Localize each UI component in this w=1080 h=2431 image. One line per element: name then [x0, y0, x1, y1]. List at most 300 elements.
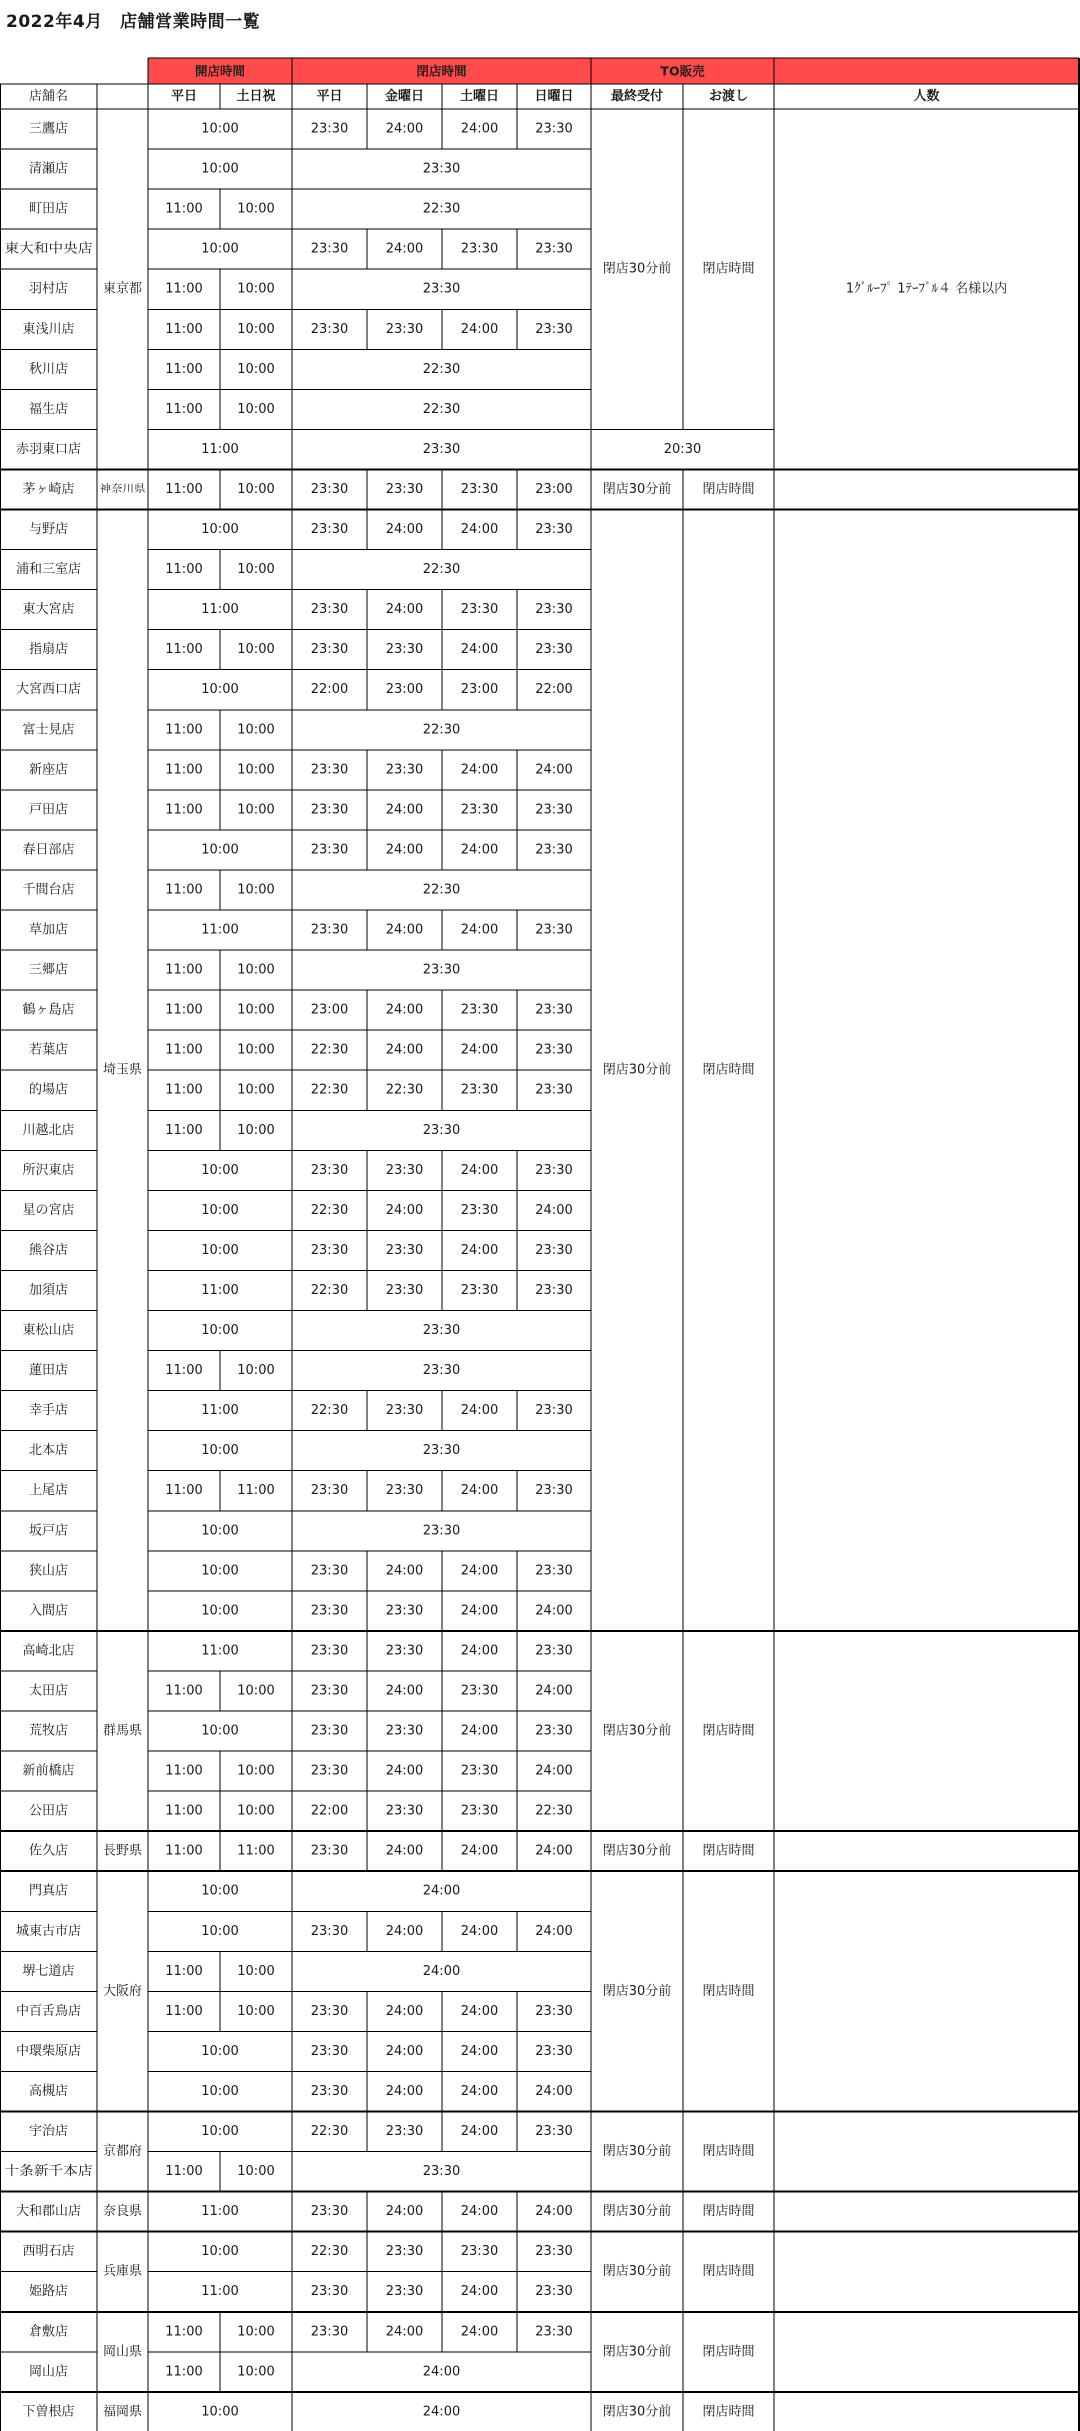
store-name: 入間店 — [28, 1603, 69, 1619]
close-time-friday: 24:00 — [385, 1763, 424, 1779]
store-name: 新座店 — [28, 762, 69, 778]
store-name: 草加店 — [28, 922, 69, 938]
open-time-weekend: 10:00 — [237, 802, 275, 818]
open-time: 10:00 — [201, 1923, 239, 1939]
close-time-sunday: 23:30 — [535, 1162, 573, 1178]
close-time-sunday: 23:30 — [535, 802, 573, 818]
store-name: 三郷店 — [28, 962, 69, 978]
to-last-order: 閉店30分前 — [602, 2264, 672, 2280]
close-time-friday: 23:30 — [385, 481, 424, 497]
close-time-sunday: 23:30 — [535, 2284, 573, 2300]
open-time-weekday: 11:00 — [165, 1002, 203, 1018]
open-time: 10:00 — [201, 1202, 239, 1218]
open-time-weekday: 11:00 — [165, 1843, 203, 1859]
close-time-sunday: 23:30 — [535, 1643, 573, 1659]
to-handover: 閉店時間 — [702, 1983, 755, 1999]
close-time-weekday: 23:30 — [310, 1843, 349, 1859]
store-name: 宇治店 — [28, 2124, 69, 2140]
store-name: 十条新千本店 — [4, 2164, 83, 2180]
open-time-weekend: 10:00 — [237, 281, 275, 297]
store-name: 姫路店 — [28, 2284, 69, 2300]
close-time-friday: 23:30 — [385, 1643, 424, 1659]
close-time-weekday: 23:30 — [310, 481, 349, 497]
open-time: 11:00 — [201, 602, 239, 618]
close-time-saturday: 24:00 — [460, 522, 499, 538]
close-time-sunday: 24:00 — [535, 2204, 573, 2220]
open-time-weekend: 10:00 — [237, 722, 275, 738]
header-group-cell — [774, 58, 1079, 84]
open-time: 10:00 — [201, 1323, 239, 1339]
close-time-weekday: 23:30 — [310, 1242, 349, 1258]
open-time-weekend: 10:00 — [237, 1803, 275, 1819]
header-sub-label: 土曜日 — [459, 89, 500, 104]
to-last-order: 閉店30分前 — [602, 2144, 672, 2160]
open-time-weekday: 11:00 — [165, 2164, 203, 2180]
close-time-weekday: 23:30 — [310, 642, 349, 658]
to-last-order: 閉店30分前 — [602, 2344, 672, 2360]
prefecture-label: 群馬県 — [102, 1723, 143, 1739]
close-time-friday: 23:30 — [385, 1803, 424, 1819]
close-time-weekday: 23:30 — [310, 2284, 349, 2300]
close-time-friday: 24:00 — [385, 2003, 424, 2019]
close-time: 24:00 — [422, 1963, 461, 1979]
close-time-sunday: 22:00 — [535, 682, 573, 698]
close-time: 23:30 — [422, 281, 461, 297]
close-time-sunday: 23:30 — [535, 2124, 573, 2140]
close-time-saturday: 24:00 — [460, 2003, 499, 2019]
close-time-friday: 24:00 — [385, 1042, 424, 1058]
open-time-weekday: 11:00 — [165, 722, 203, 738]
close-time: 23:30 — [422, 1443, 461, 1459]
store-name: 春日部店 — [22, 842, 75, 858]
close-time-friday: 24:00 — [385, 2204, 424, 2220]
close-time-sunday: 24:00 — [535, 1683, 573, 1699]
close-time-weekday: 23:30 — [310, 1162, 349, 1178]
close-time: 24:00 — [422, 2404, 461, 2420]
open-time-weekend: 10:00 — [237, 2364, 275, 2380]
close-time-saturday: 24:00 — [460, 1723, 499, 1739]
close-time-saturday: 24:00 — [460, 1603, 499, 1619]
open-time-weekend: 10:00 — [237, 1763, 275, 1779]
prefecture-label: 大阪府 — [102, 1983, 143, 1999]
close-time-weekday: 22:30 — [310, 1082, 349, 1098]
store-name: 太田店 — [28, 1683, 69, 1699]
to-time: 20:30 — [663, 441, 702, 457]
open-time: 10:00 — [201, 1563, 239, 1579]
open-time-weekend: 10:00 — [237, 1363, 275, 1379]
close-time: 23:30 — [422, 441, 461, 457]
close-time-sunday: 23:30 — [535, 2003, 573, 2019]
open-time-weekend: 10:00 — [237, 1042, 275, 1058]
to-last-order: 閉店30分前 — [602, 1843, 672, 1859]
store-name: 町田店 — [28, 201, 69, 217]
close-time-sunday: 23:30 — [535, 642, 573, 658]
close-time-weekday: 23:30 — [310, 1643, 349, 1659]
close-time-weekday: 23:30 — [310, 1763, 349, 1779]
store-name: 指扇店 — [28, 642, 69, 658]
close-time-weekday: 22:30 — [310, 1282, 349, 1298]
to-handover: 閉店時間 — [702, 2264, 755, 2280]
open-time-weekend: 10:00 — [237, 2324, 275, 2340]
close-time-saturday: 24:00 — [460, 922, 499, 938]
store-name: 東浅川店 — [22, 321, 75, 337]
store-name: 西明石店 — [22, 2244, 75, 2260]
close-time-friday: 24:00 — [385, 842, 424, 858]
close-time-saturday: 23:30 — [460, 1202, 499, 1218]
close-time-saturday: 24:00 — [460, 1643, 499, 1659]
close-time-weekday: 23:00 — [310, 1002, 349, 1018]
to-handover: 閉店時間 — [702, 1723, 755, 1739]
close-time-friday: 23:30 — [385, 2244, 424, 2260]
header-group-label: TO販売 — [660, 63, 705, 79]
close-time-friday: 23:00 — [385, 682, 424, 698]
close-time: 22:30 — [422, 722, 461, 738]
close-time-saturday: 23:00 — [460, 682, 499, 698]
close-time-friday: 24:00 — [385, 1563, 424, 1579]
close-time-saturday: 24:00 — [460, 2043, 499, 2059]
close-time: 22:30 — [422, 562, 461, 578]
open-time-weekday: 11:00 — [165, 321, 203, 337]
close-time-friday: 24:00 — [385, 602, 424, 618]
close-time-saturday: 24:00 — [460, 1242, 499, 1258]
close-time-saturday: 24:00 — [460, 2124, 499, 2140]
open-time-weekday: 11:00 — [165, 1763, 203, 1779]
prefecture-label: 福岡県 — [102, 2404, 143, 2420]
close-time-saturday: 24:00 — [460, 2204, 499, 2220]
close-time: 23:30 — [422, 1323, 461, 1339]
prefecture-label: 奈良県 — [102, 2204, 143, 2220]
close-time-friday: 24:00 — [385, 802, 424, 818]
store-name: 新前橋店 — [22, 1763, 75, 1779]
open-time-weekend: 10:00 — [237, 882, 275, 898]
open-time: 10:00 — [201, 2404, 239, 2420]
close-time-saturday: 23:30 — [460, 481, 499, 497]
open-time-weekday: 11:00 — [165, 562, 203, 578]
to-handover: 閉店時間 — [702, 2204, 755, 2220]
close-time-sunday: 23:30 — [535, 2043, 573, 2059]
to-handover: 閉店時間 — [702, 1843, 755, 1859]
close-time-saturday: 24:00 — [460, 642, 499, 658]
close-time: 24:00 — [422, 2364, 461, 2380]
open-time-weekday: 11:00 — [165, 1683, 203, 1699]
close-time-saturday: 24:00 — [460, 1923, 499, 1939]
open-time: 10:00 — [201, 842, 239, 858]
store-name: 城東古市店 — [15, 1923, 82, 1939]
close-time-sunday: 22:30 — [535, 1803, 573, 1819]
close-time: 22:30 — [422, 401, 461, 417]
store-name: 赤羽東口店 — [15, 441, 82, 457]
prefecture-label: 神奈川県 — [99, 483, 140, 495]
close-time-sunday: 24:00 — [535, 2083, 573, 2099]
store-name: 茅ヶ崎店 — [22, 481, 75, 497]
close-time: 23:30 — [422, 161, 461, 177]
close-time-sunday: 23:30 — [535, 2244, 573, 2260]
close-time: 23:30 — [422, 2164, 461, 2180]
store-name: 川越北店 — [22, 1122, 75, 1138]
page-title: 2022年4月 店舗営業時間一覧 — [6, 12, 261, 32]
close-time-saturday: 24:00 — [460, 2083, 499, 2099]
close-time-sunday: 23:30 — [535, 522, 573, 538]
close-time: 22:30 — [422, 882, 461, 898]
open-time-weekday: 11:00 — [165, 201, 203, 217]
open-time-weekend: 10:00 — [237, 321, 275, 337]
store-name: 中百舌鳥店 — [15, 2003, 82, 2019]
close-time-friday: 24:00 — [385, 2324, 424, 2340]
open-time-weekend: 10:00 — [237, 481, 275, 497]
open-time: 10:00 — [201, 1723, 239, 1739]
store-name: 所沢東店 — [22, 1162, 75, 1178]
to-last-order: 閉店30分前 — [602, 1983, 672, 1999]
close-time-friday: 24:00 — [385, 1843, 424, 1859]
close-time: 22:30 — [422, 201, 461, 217]
open-time-weekend: 10:00 — [237, 201, 275, 217]
header-sub-label: 人数 — [913, 89, 940, 104]
close-time-saturday: 24:00 — [460, 1843, 499, 1859]
store-name: 羽村店 — [28, 281, 69, 297]
open-time: 10:00 — [201, 1883, 239, 1899]
header-sub-label: 最終受付 — [610, 89, 664, 104]
open-time: 10:00 — [201, 2124, 239, 2140]
close-time: 23:30 — [422, 1523, 461, 1539]
header-sub-label: 金曜日 — [384, 89, 425, 104]
store-name: 東大宮店 — [22, 602, 75, 618]
store-name: 佐久店 — [28, 1843, 69, 1859]
close-time-weekday: 23:30 — [310, 802, 349, 818]
close-time-friday: 23:30 — [385, 321, 424, 337]
open-time: 11:00 — [201, 441, 239, 457]
open-time-weekday: 11:00 — [165, 962, 203, 978]
store-name: 狭山店 — [28, 1563, 69, 1579]
open-time: 10:00 — [201, 2244, 239, 2260]
close-time-friday: 24:00 — [385, 2043, 424, 2059]
store-name: 戸田店 — [28, 802, 69, 818]
open-time: 11:00 — [201, 2204, 239, 2220]
open-time: 10:00 — [201, 121, 239, 137]
prefecture-label: 京都府 — [102, 2144, 143, 2160]
open-time-weekend: 10:00 — [237, 2003, 275, 2019]
store-name: 東松山店 — [22, 1323, 75, 1339]
open-time-weekend: 10:00 — [237, 361, 275, 377]
open-time-weekday: 11:00 — [165, 401, 203, 417]
to-last-order: 閉店30分前 — [602, 1062, 672, 1078]
close-time-friday: 24:00 — [385, 2083, 424, 2099]
close-time-sunday: 23:30 — [535, 1282, 573, 1298]
close-time-weekday: 23:30 — [310, 2083, 349, 2099]
store-name: 福生店 — [28, 401, 69, 417]
open-time-weekday: 11:00 — [165, 1042, 203, 1058]
to-last-order: 閉店30分前 — [602, 2404, 672, 2420]
close-time-friday: 24:00 — [385, 241, 424, 257]
open-time-weekend: 10:00 — [237, 642, 275, 658]
close-time-saturday: 24:00 — [460, 1483, 499, 1499]
store-name: 富士見店 — [22, 722, 75, 738]
store-name: 鶴ヶ島店 — [22, 1002, 75, 1018]
close-time-friday: 23:30 — [385, 762, 424, 778]
close-time-weekday: 23:30 — [310, 2003, 349, 2019]
close-time-sunday: 23:30 — [535, 1242, 573, 1258]
close-time-friday: 23:30 — [385, 642, 424, 658]
close-time-friday: 23:30 — [385, 1282, 424, 1298]
store-name: 大和郡山店 — [15, 2204, 82, 2220]
open-time-weekday: 11:00 — [165, 1122, 203, 1138]
close-time-weekday: 23:30 — [310, 842, 349, 858]
close-time-saturday: 23:30 — [460, 2244, 499, 2260]
header-group-label: 開店時間 — [194, 63, 246, 79]
open-time-weekend: 10:00 — [237, 1002, 275, 1018]
close-time-saturday: 23:30 — [460, 1002, 499, 1018]
header-group-label: 閉店時間 — [416, 63, 467, 79]
close-time-saturday: 24:00 — [460, 1042, 499, 1058]
store-name: 中環柴原店 — [15, 2043, 82, 2059]
close-time-saturday: 23:30 — [460, 1282, 499, 1298]
open-time: 10:00 — [201, 682, 239, 698]
close-time-sunday: 24:00 — [535, 1763, 573, 1779]
open-time: 10:00 — [201, 2043, 239, 2059]
open-time: 10:00 — [201, 1443, 239, 1459]
close-time-friday: 23:30 — [385, 1483, 424, 1499]
close-time-friday: 22:30 — [385, 1082, 424, 1098]
close-time-weekday: 22:30 — [310, 2244, 349, 2260]
open-time: 10:00 — [201, 161, 239, 177]
open-time-weekday: 11:00 — [165, 1082, 203, 1098]
close-time-weekday: 22:30 — [310, 1202, 349, 1218]
store-name: 三鷹店 — [28, 121, 69, 137]
to-last-order: 閉店30分前 — [602, 1723, 672, 1739]
to-handover: 閉店時間 — [702, 1062, 755, 1078]
close-time-sunday: 24:00 — [535, 1202, 573, 1218]
close-time-friday: 24:00 — [385, 1202, 424, 1218]
store-name: 大宮西口店 — [15, 682, 82, 698]
close-time-weekday: 23:30 — [310, 2324, 349, 2340]
open-time-weekday: 11:00 — [165, 2364, 203, 2380]
close-time: 23:30 — [422, 962, 461, 978]
close-time-weekday: 22:00 — [310, 682, 349, 698]
close-time-saturday: 24:00 — [460, 1162, 499, 1178]
close-time-sunday: 23:00 — [535, 481, 573, 497]
store-name: 荒牧店 — [28, 1723, 69, 1739]
close-time-friday: 23:30 — [385, 1242, 424, 1258]
to-handover: 閉店時間 — [702, 2144, 755, 2160]
open-time-weekend: 10:00 — [237, 1082, 275, 1098]
close-time-weekday: 23:30 — [310, 602, 349, 618]
close-time-saturday: 23:30 — [460, 1683, 499, 1699]
close-time-saturday: 23:30 — [460, 602, 499, 618]
close-time: 22:30 — [422, 361, 461, 377]
to-handover: 閉店時間 — [702, 2344, 755, 2360]
open-time-weekday: 11:00 — [165, 762, 203, 778]
to-handover: 閉店時間 — [702, 261, 755, 277]
close-time-saturday: 23:30 — [460, 802, 499, 818]
close-time-saturday: 24:00 — [460, 321, 499, 337]
store-name: 蓮田店 — [28, 1363, 69, 1379]
party-size-note: 1ｸﾞﾙｰﾌﾟ 1ﾃｰﾌﾞﾙ４ 名様以内 — [845, 281, 1008, 297]
store-name: 高崎北店 — [22, 1643, 75, 1659]
open-time: 10:00 — [201, 1242, 239, 1258]
close-time-friday: 23:30 — [385, 1603, 424, 1619]
close-time-friday: 23:30 — [385, 1723, 424, 1739]
header-sub-label: 店舗名 — [28, 89, 69, 104]
close-time-saturday: 24:00 — [460, 762, 499, 778]
close-time-friday: 23:30 — [385, 2284, 424, 2300]
close-time-weekday: 23:30 — [310, 121, 349, 137]
close-time-sunday: 23:30 — [535, 1563, 573, 1579]
open-time-weekday: 11:00 — [165, 1803, 203, 1819]
close-time-weekday: 22:30 — [310, 2124, 349, 2140]
open-time: 10:00 — [201, 241, 239, 257]
header-sub-label: 日曜日 — [534, 89, 574, 104]
close-time-sunday: 23:30 — [535, 922, 573, 938]
open-time-weekday: 11:00 — [165, 2003, 203, 2019]
store-name: 幸手店 — [28, 1403, 69, 1419]
to-last-order: 閉店30分前 — [602, 2204, 672, 2220]
close-time-weekday: 23:30 — [310, 2204, 349, 2220]
close-time-friday: 24:00 — [385, 1002, 424, 1018]
close-time-sunday: 23:30 — [535, 1082, 573, 1098]
store-name: 門真店 — [28, 1883, 69, 1899]
close-time-weekday: 23:30 — [310, 1923, 349, 1939]
close-time-weekday: 23:30 — [310, 2043, 349, 2059]
open-time-weekday: 11:00 — [165, 481, 203, 497]
close-time-sunday: 23:30 — [535, 1483, 573, 1499]
close-time-sunday: 23:30 — [535, 1042, 573, 1058]
store-name: 若葉店 — [28, 1042, 69, 1058]
close-time-sunday: 23:30 — [535, 1002, 573, 1018]
store-name: 東大和中央店 — [4, 241, 83, 257]
close-time-saturday: 24:00 — [460, 1563, 499, 1579]
store-name: 堺七道店 — [22, 1963, 75, 1979]
store-name: 下曽根店 — [22, 2404, 75, 2420]
close-time-friday: 24:00 — [385, 121, 424, 137]
store-name: 星の宮店 — [22, 1202, 75, 1218]
close-time-weekday: 22:00 — [310, 1803, 349, 1819]
close-time-weekday: 23:30 — [310, 1483, 349, 1499]
open-time-weekday: 11:00 — [165, 1363, 203, 1379]
store-name: 千間台店 — [22, 882, 75, 898]
open-time: 10:00 — [201, 1603, 239, 1619]
close-time-friday: 24:00 — [385, 522, 424, 538]
close-time: 23:30 — [422, 1363, 461, 1379]
open-time: 11:00 — [201, 1403, 239, 1419]
store-name: 秋川店 — [28, 361, 69, 377]
store-name: 上尾店 — [28, 1483, 69, 1499]
prefecture-label: 長野県 — [102, 1843, 143, 1859]
close-time-sunday: 23:30 — [535, 1723, 573, 1739]
close-time-sunday: 23:30 — [535, 241, 573, 257]
open-time: 10:00 — [201, 522, 239, 538]
open-time-weekend: 10:00 — [237, 2164, 275, 2180]
open-time-weekend: 10:00 — [237, 562, 275, 578]
close-time-weekday: 23:30 — [310, 321, 349, 337]
close-time-weekday: 22:30 — [310, 1403, 349, 1419]
open-time-weekend: 10:00 — [237, 1963, 275, 1979]
store-name: 的場店 — [28, 1082, 69, 1098]
close-time-sunday: 24:00 — [535, 762, 573, 778]
close-time-weekday: 22:30 — [310, 1042, 349, 1058]
close-time-sunday: 24:00 — [535, 1603, 573, 1619]
close-time-sunday: 24:00 — [535, 1843, 573, 1859]
close-time-weekday: 23:30 — [310, 522, 349, 538]
open-time-weekday: 11:00 — [165, 1963, 203, 1979]
close-time-sunday: 23:30 — [535, 321, 573, 337]
close-time-weekday: 23:30 — [310, 1683, 349, 1699]
open-time-weekend: 10:00 — [237, 762, 275, 778]
open-time-weekday: 11:00 — [165, 802, 203, 818]
close-time-sunday: 23:30 — [535, 1403, 573, 1419]
close-time: 23:30 — [422, 1122, 461, 1138]
store-name: 公田店 — [28, 1803, 69, 1819]
open-time-weekday: 11:00 — [165, 2324, 203, 2340]
store-name: 加須店 — [28, 1282, 69, 1298]
